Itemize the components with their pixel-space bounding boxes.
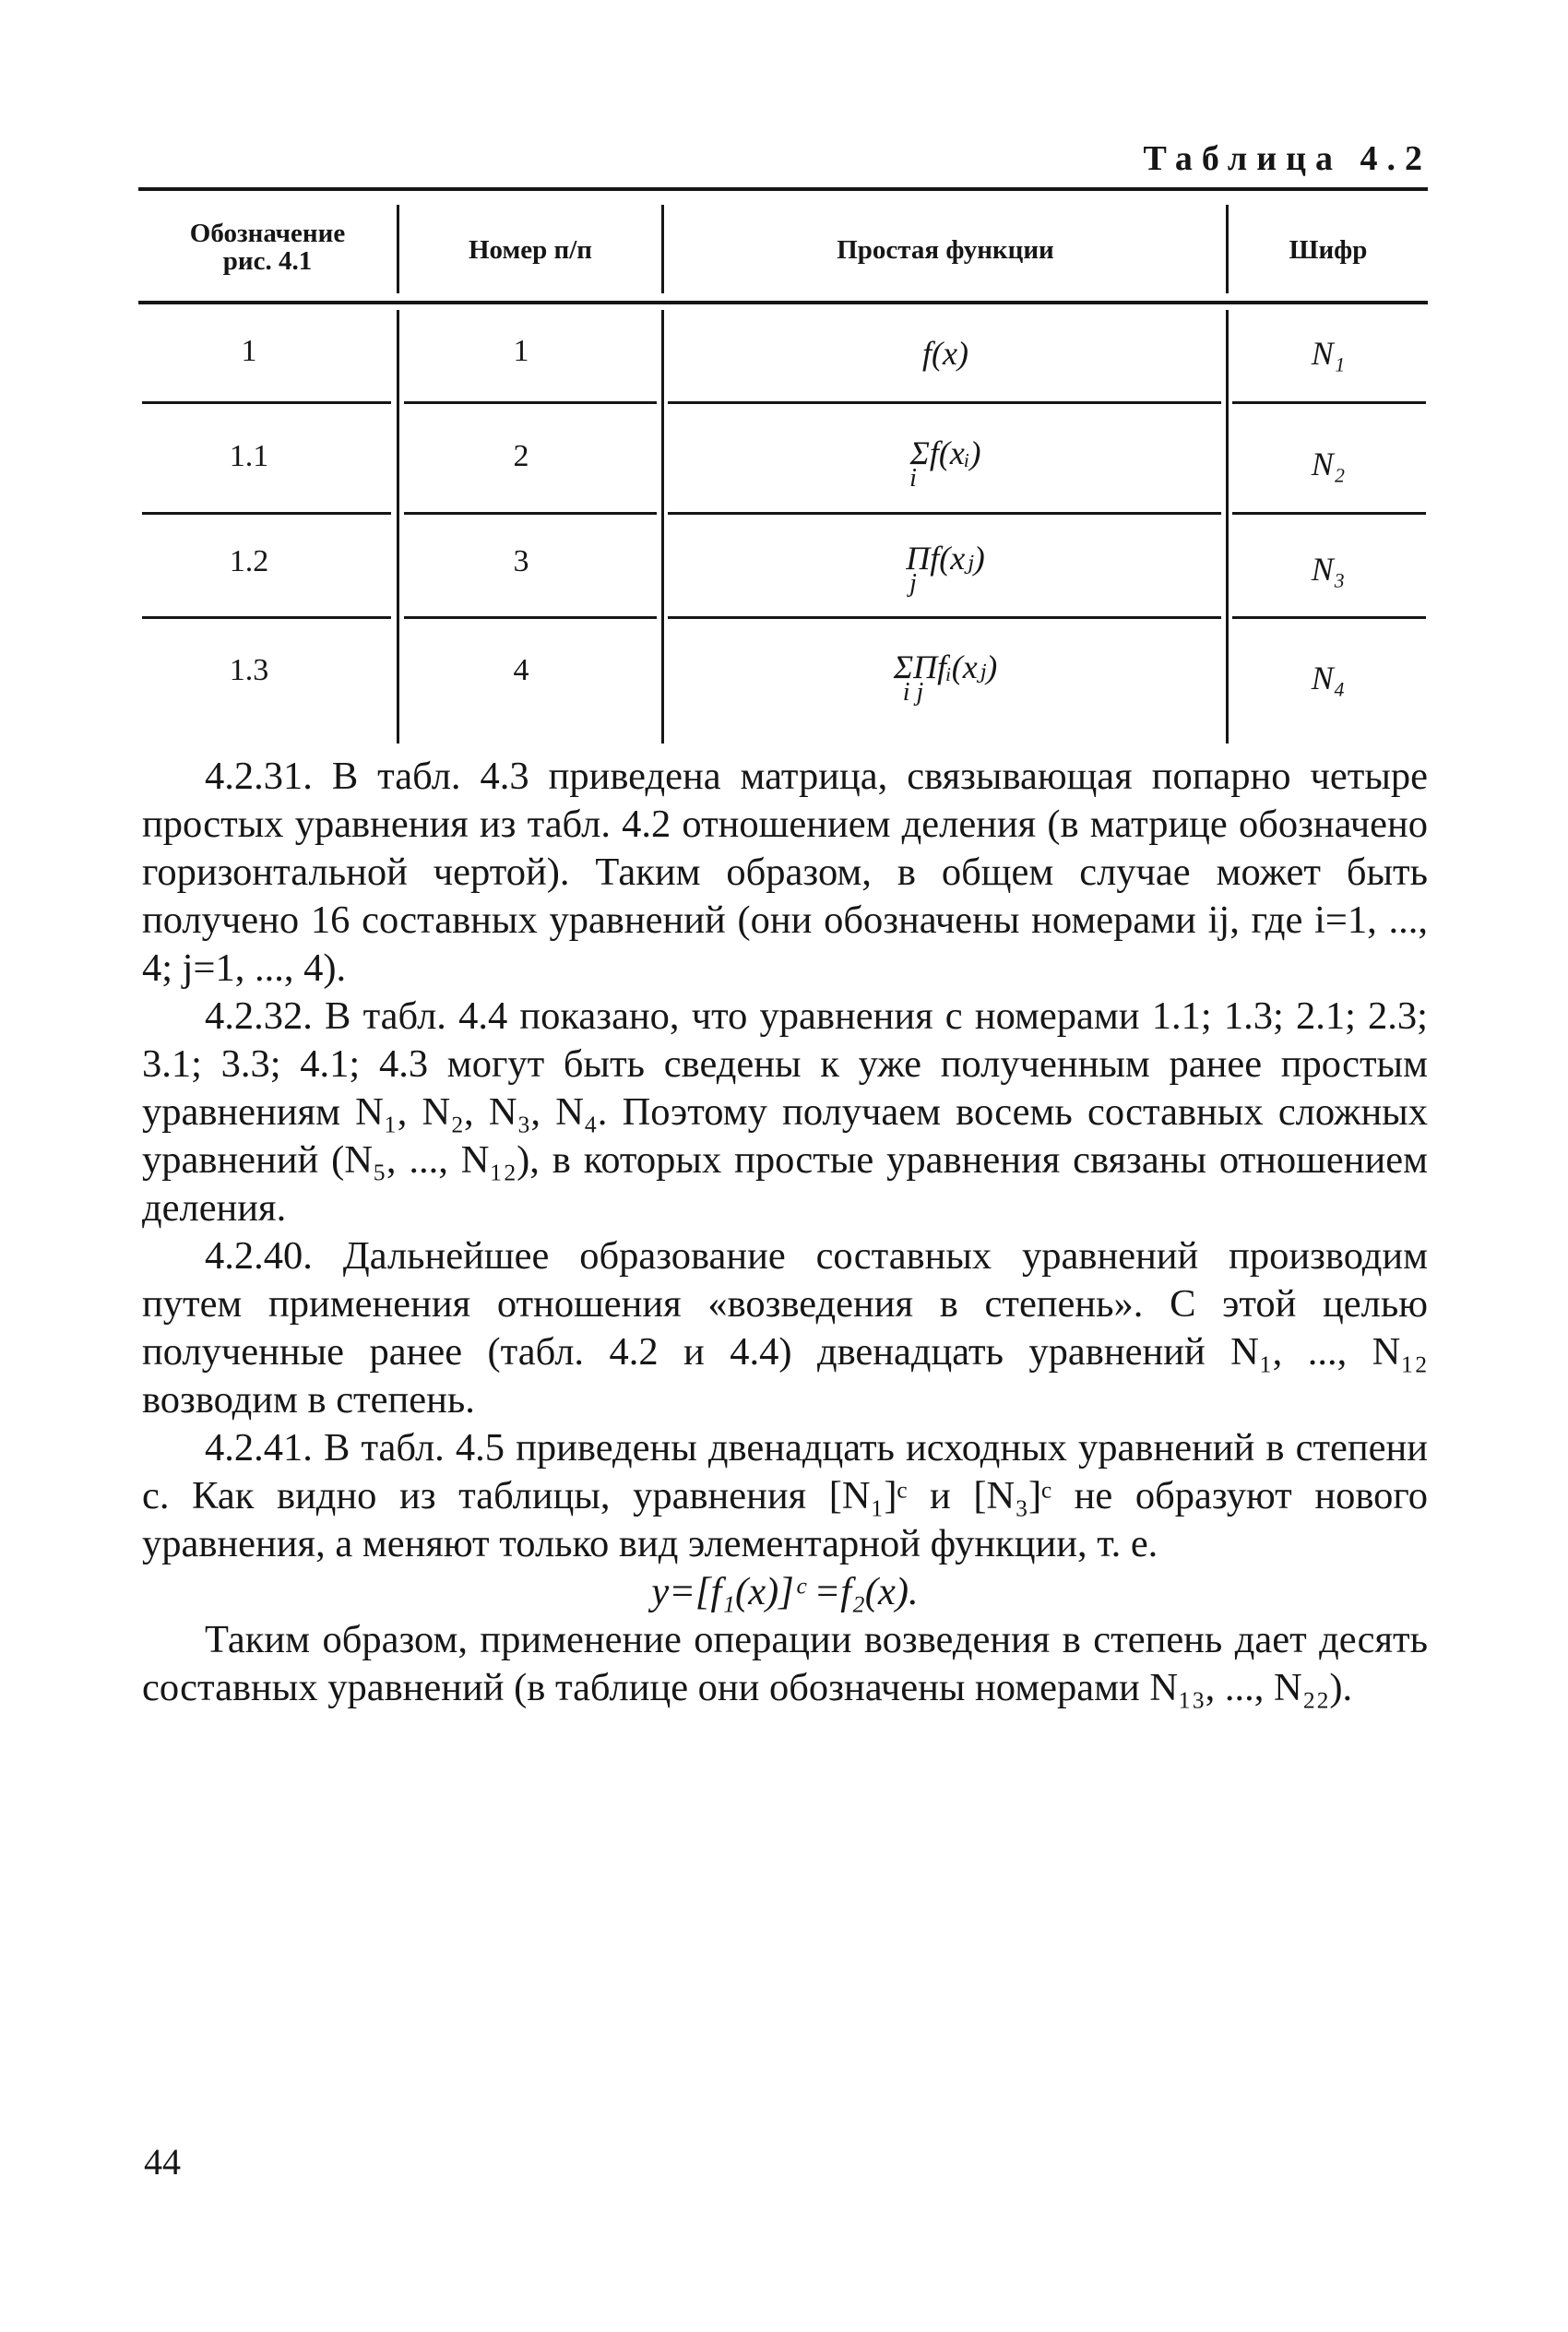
row-separator — [1232, 616, 1426, 619]
row3-designation: 1.2 — [229, 544, 269, 578]
row1-code: N₁ — [1311, 335, 1346, 372]
closing-paragraph: Таким образом, применение операции возведения в степень дает десять составных уравнений (в таблице они обозначены номерами N₁₃, ..., N₂₂). — [142, 1618, 1428, 1709]
row-separator — [404, 616, 657, 619]
table-header-rule — [138, 301, 1428, 304]
row-separator — [1232, 512, 1426, 515]
table-top-rule — [138, 187, 1428, 191]
paragraph-4-2-41: 4.2.41. В табл. 4.5 приведены двенадцать исходных уравнений в степени c. Как видно из таблицы, уравнения [N₁]ᶜ и [N₃]ᶜ не образуют нового уравнения, а меняют только вид элементарной функции, т. е. — [142, 1426, 1428, 1565]
table-caption: Таблица 4.2 — [1143, 139, 1431, 178]
display-formula: y=[f₁(x)]ᶜ =f₂(x). — [651, 1570, 919, 1613]
row-separator — [142, 512, 391, 515]
paragraph-4-2-40: 4.2.40. Дальнейшее образование составных уравнений производим путем применения отношения «возведения в степень». С этой целью полученные ранее (табл. 4.2 и 4.4) двенадцать уравнений N₁, ..., N₁₂ возводим в степень. — [142, 1234, 1428, 1422]
row2-function-index: i — [909, 464, 917, 493]
row1-function — [673, 334, 1218, 373]
header-designation: Обозначение рис. 4.1 — [189, 219, 346, 276]
row2-code: N₂ — [1311, 446, 1346, 482]
row-separator — [668, 616, 1221, 619]
row-separator — [668, 401, 1221, 404]
row2-function — [673, 434, 1218, 491]
header-code: Шифр — [1289, 235, 1368, 265]
row-separator — [404, 512, 657, 515]
row4-function-index: i j — [902, 678, 924, 707]
header-number: Номер п/п — [469, 235, 592, 265]
row1-function-main: f(x) — [922, 335, 968, 372]
row3-function — [673, 539, 1218, 596]
row3-function-main: Πf(xⱼ) — [906, 540, 985, 577]
row-separator — [1232, 401, 1426, 404]
header-function: Простая функции — [837, 235, 1054, 265]
column-line — [397, 310, 399, 744]
row4-function-main: ΣΠfᵢ(xⱼ) — [893, 648, 998, 685]
row3-function-index: j — [909, 569, 917, 598]
column-line — [661, 310, 664, 744]
row4-designation: 1.3 — [229, 653, 269, 687]
row4-code: N₄ — [1311, 660, 1346, 696]
column-line — [1226, 205, 1229, 293]
row2-function-main: Σf(xᵢ) — [909, 434, 981, 471]
row-separator — [404, 401, 657, 404]
column-line — [1226, 310, 1229, 744]
body-text — [142, 753, 1428, 1712]
row1-designation: 1 — [241, 334, 257, 368]
paragraph-4-2-32: 4.2.32. В табл. 4.4 показано, что уравнения с номерами 1.1; 1.3; 2.1; 2.3; 3.1; 3.3; 4.1; 4.3 могут быть сведены к уже полученным ранее простым уравнениям N₁, N₂, N₃, N₄. Поэтому получаем восемь составных сложных уравнений (N₅, ..., N₁₂), в которых простые уравнения связаны отношением деления. — [142, 994, 1428, 1230]
row-separator — [142, 616, 391, 619]
paragraph-4-2-31: 4.2.31. В табл. 4.3 приведена матрица, связывающая попарно четыре простых уравнения из табл. 4.2 отношением деления (в матрице обозначено горизонтальной чертой). Таким образом, в общем случае может быть получено 16 составных уравнений (они обозначены номерами ij, где i=1, ..., 4; j=1, ..., 4). — [142, 755, 1428, 990]
row4-function — [673, 648, 1218, 705]
column-line — [397, 205, 399, 293]
row2-designation: 1.1 — [229, 439, 269, 473]
column-line — [661, 205, 664, 293]
row-separator — [142, 401, 391, 404]
row4-number: 4 — [513, 653, 529, 687]
page-number: 44 — [144, 2141, 181, 2183]
row3-number: 3 — [513, 544, 529, 578]
row1-number: 1 — [513, 334, 529, 368]
row3-code: N₃ — [1311, 551, 1346, 588]
row-separator — [668, 512, 1221, 515]
row2-number: 2 — [513, 439, 529, 473]
